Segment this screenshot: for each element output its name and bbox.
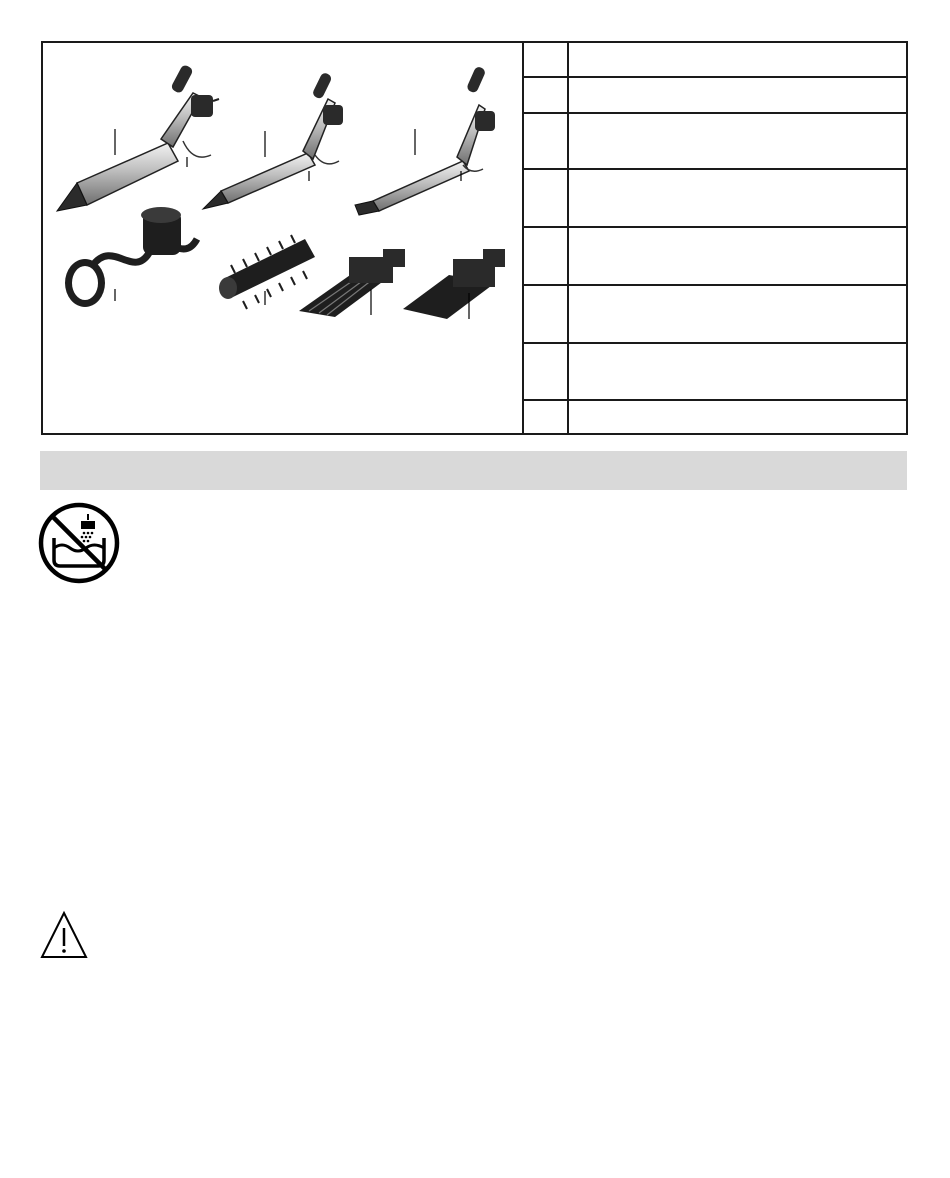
table-rule (524, 399, 906, 401)
table-rule (524, 342, 906, 344)
table-divider (522, 43, 524, 433)
table-rule (524, 112, 906, 114)
spiral-attachment (65, 207, 197, 307)
no-water-immersion-icon (38, 502, 120, 584)
curling-iron-large (57, 64, 219, 211)
components-panel (41, 41, 908, 435)
straightener-plate-attachment (403, 249, 505, 319)
table-rule (524, 226, 906, 228)
table-rule (524, 168, 906, 170)
warning-triangle-icon (40, 910, 88, 960)
crimper-attachment (299, 249, 405, 317)
table-rule (524, 76, 906, 78)
brush-attachment (219, 235, 315, 309)
table-rule (524, 284, 906, 286)
curling-iron-medium (203, 72, 343, 209)
curling-iron-small (355, 66, 495, 215)
product-illustration (43, 43, 522, 433)
section-header-band (40, 451, 907, 490)
table-column-divider (567, 43, 569, 433)
